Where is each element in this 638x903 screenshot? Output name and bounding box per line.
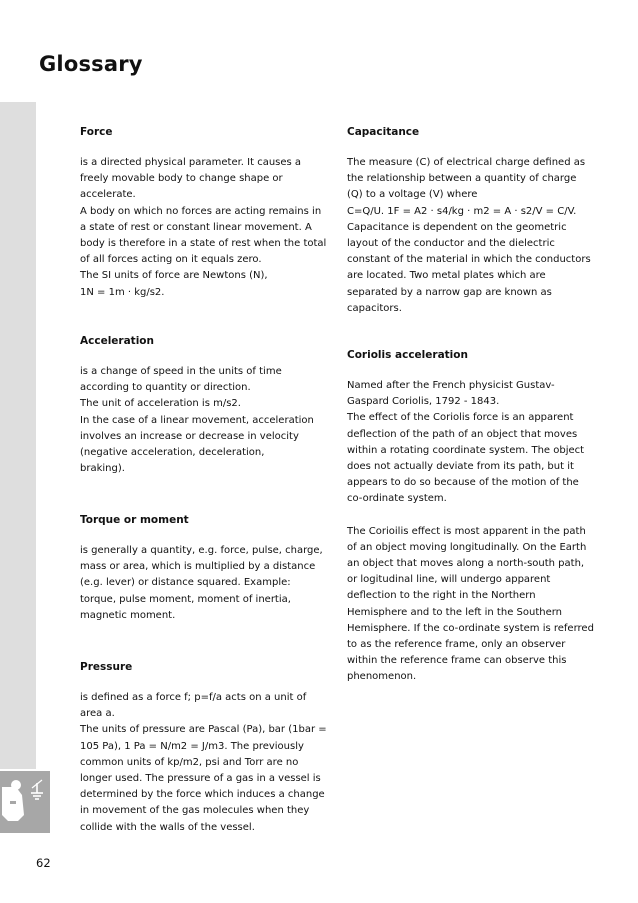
text-line: Named after the French physicist Gustav- — [347, 380, 555, 391]
text-line: the relationship between a quantity of charge — [347, 173, 577, 185]
text-line: freely movable body to change shape or — [80, 173, 283, 185]
text-line: longer used. The pressure of a gas in a vessel is — [80, 773, 321, 785]
definition-coriolis — [347, 378, 589, 508]
electrical-symbol-icon — [0, 771, 50, 833]
text-line: is generally a quantity, e.g. force, pulse, charge, — [80, 545, 323, 556]
text-line: (Q) to a voltage (V) where — [347, 189, 478, 201]
text-line: deflection of the path of an object that moves — [347, 428, 578, 440]
text-line: determined by the force which induces a change — [80, 789, 325, 801]
text-line: The units of pressure are Pascal (Pa), bar (1bar = — [80, 724, 327, 736]
text-line: are located. Two metal plates which are — [347, 270, 546, 282]
text-line: The SI units of force are Newtons (N), — [80, 270, 268, 282]
text-line: collide with the walls of the vessel. — [80, 821, 255, 833]
text-line: The effect of the Coriolis force is an apparent — [347, 412, 574, 424]
heading-coriolis: Coriolis acceleration — [347, 349, 468, 361]
definition-acceleration — [80, 364, 322, 477]
text-line: separated by a narrow gap are known as — [347, 286, 552, 298]
text-line: The Corioilis effect is most apparent in the path — [347, 525, 586, 537]
text-line: 105 Pa), 1 Pa = N/m2 = J/m3. The previously — [80, 740, 304, 752]
text-line: to as the reference frame, only an observer — [347, 639, 566, 651]
text-line: deflection to the right in the Northern — [347, 590, 536, 602]
text-line: mass or area, which is multiplied by a distance — [80, 561, 316, 573]
heading-capacitance: Capacitance — [347, 126, 420, 138]
text-line: constant of the material in which the conductors — [347, 254, 591, 266]
text-line: Capacitance is dependent on the geometric — [347, 221, 567, 233]
text-line: of all forces acting on it equals zero. — [80, 254, 262, 266]
heading-torque: Torque or moment — [80, 514, 189, 526]
entry-coriolis — [347, 348, 594, 686]
text-line: (negative acceleration, deceleration, — [80, 447, 265, 459]
text-line: area a. — [80, 708, 115, 720]
entry-force — [80, 125, 327, 301]
definition-force — [80, 155, 327, 301]
text-line: co-ordinate system. — [347, 493, 447, 505]
text-line: accelerate. — [80, 189, 136, 201]
text-line: Gaspard Coriolis, 1792 - 1843. — [347, 396, 500, 408]
definition-coriolis-continued — [347, 524, 594, 686]
entry-capacitance — [347, 125, 589, 317]
text-line: The measure (C) of electrical charge defined as — [347, 157, 586, 168]
sidebar-bar — [0, 102, 36, 769]
text-line: does not actually deviate from its path, but it — [347, 461, 574, 473]
text-line: or logitudinal line, will undergo apparent — [347, 574, 551, 586]
text-line: an object that moves along a north-south path, — [347, 558, 585, 570]
text-line: (e.g. lever) or distance squared. Example: — [80, 577, 291, 589]
definition-capacitance — [347, 155, 589, 317]
text-line: Hemisphere. If the co-ordinate system is referred — [347, 622, 594, 634]
definition-pressure — [80, 690, 327, 836]
heading-pressure: Pressure — [80, 661, 133, 673]
text-line: Hemisphere and to the left in the Southern — [347, 606, 563, 618]
definition-torque — [80, 543, 322, 624]
text-line: is a change of speed in the units of time — [80, 366, 282, 377]
text-line: appears to do so because of the motion of the — [347, 477, 579, 489]
text-line: according to quantity or direction. — [80, 382, 251, 394]
text-line: In the case of a linear movement, acceleration — [80, 414, 314, 426]
text-line: C=Q/U. 1F = A2 · s4/kg · m2 = A · s2/V = C/V. — [347, 205, 577, 217]
text-line: within the reference frame can observe this — [347, 655, 567, 667]
entry-acceleration — [80, 334, 322, 477]
text-line: is defined as a force f; p=f/a acts on a unit of — [80, 692, 307, 703]
heading-acceleration: Acceleration — [80, 335, 154, 347]
text-line: phenomenon. — [347, 671, 417, 683]
text-line: layout of the conductor and the dielectric — [347, 238, 555, 250]
entry-torque — [80, 513, 322, 624]
text-line: capacitors. — [347, 302, 402, 314]
text-line: The unit of acceleration is m/s2. — [80, 398, 241, 410]
text-line: involves an increase or decrease in velocity — [80, 430, 299, 442]
text-line: in movement of the gas molecules when they — [80, 805, 310, 817]
text-line: 1N = 1m · kg/s2. — [80, 286, 165, 298]
text-line: torque, pulse moment, moment of inertia, — [80, 593, 291, 605]
text-line: common units of kp/m2, psi and Torr are no — [80, 756, 299, 768]
text-line: body is therefore in a state of rest when the total — [80, 238, 327, 250]
text-line: A body on which no forces are acting remains in — [80, 205, 322, 217]
text-line: magnetic moment. — [80, 609, 176, 621]
text-line: a state of rest or constant linear movement. A — [80, 221, 312, 233]
heading-force: Force — [80, 126, 113, 138]
text-line: within a rotating coordinate system. The object — [347, 444, 585, 456]
text-line: is a directed physical parameter. It causes a — [80, 157, 302, 168]
page-number: 62 — [36, 856, 51, 870]
entry-pressure — [80, 660, 327, 836]
page-title: Glossary — [39, 52, 143, 76]
text-line: of an object moving longitudinally. On the Earth — [347, 541, 587, 553]
text-line: braking). — [80, 463, 125, 475]
